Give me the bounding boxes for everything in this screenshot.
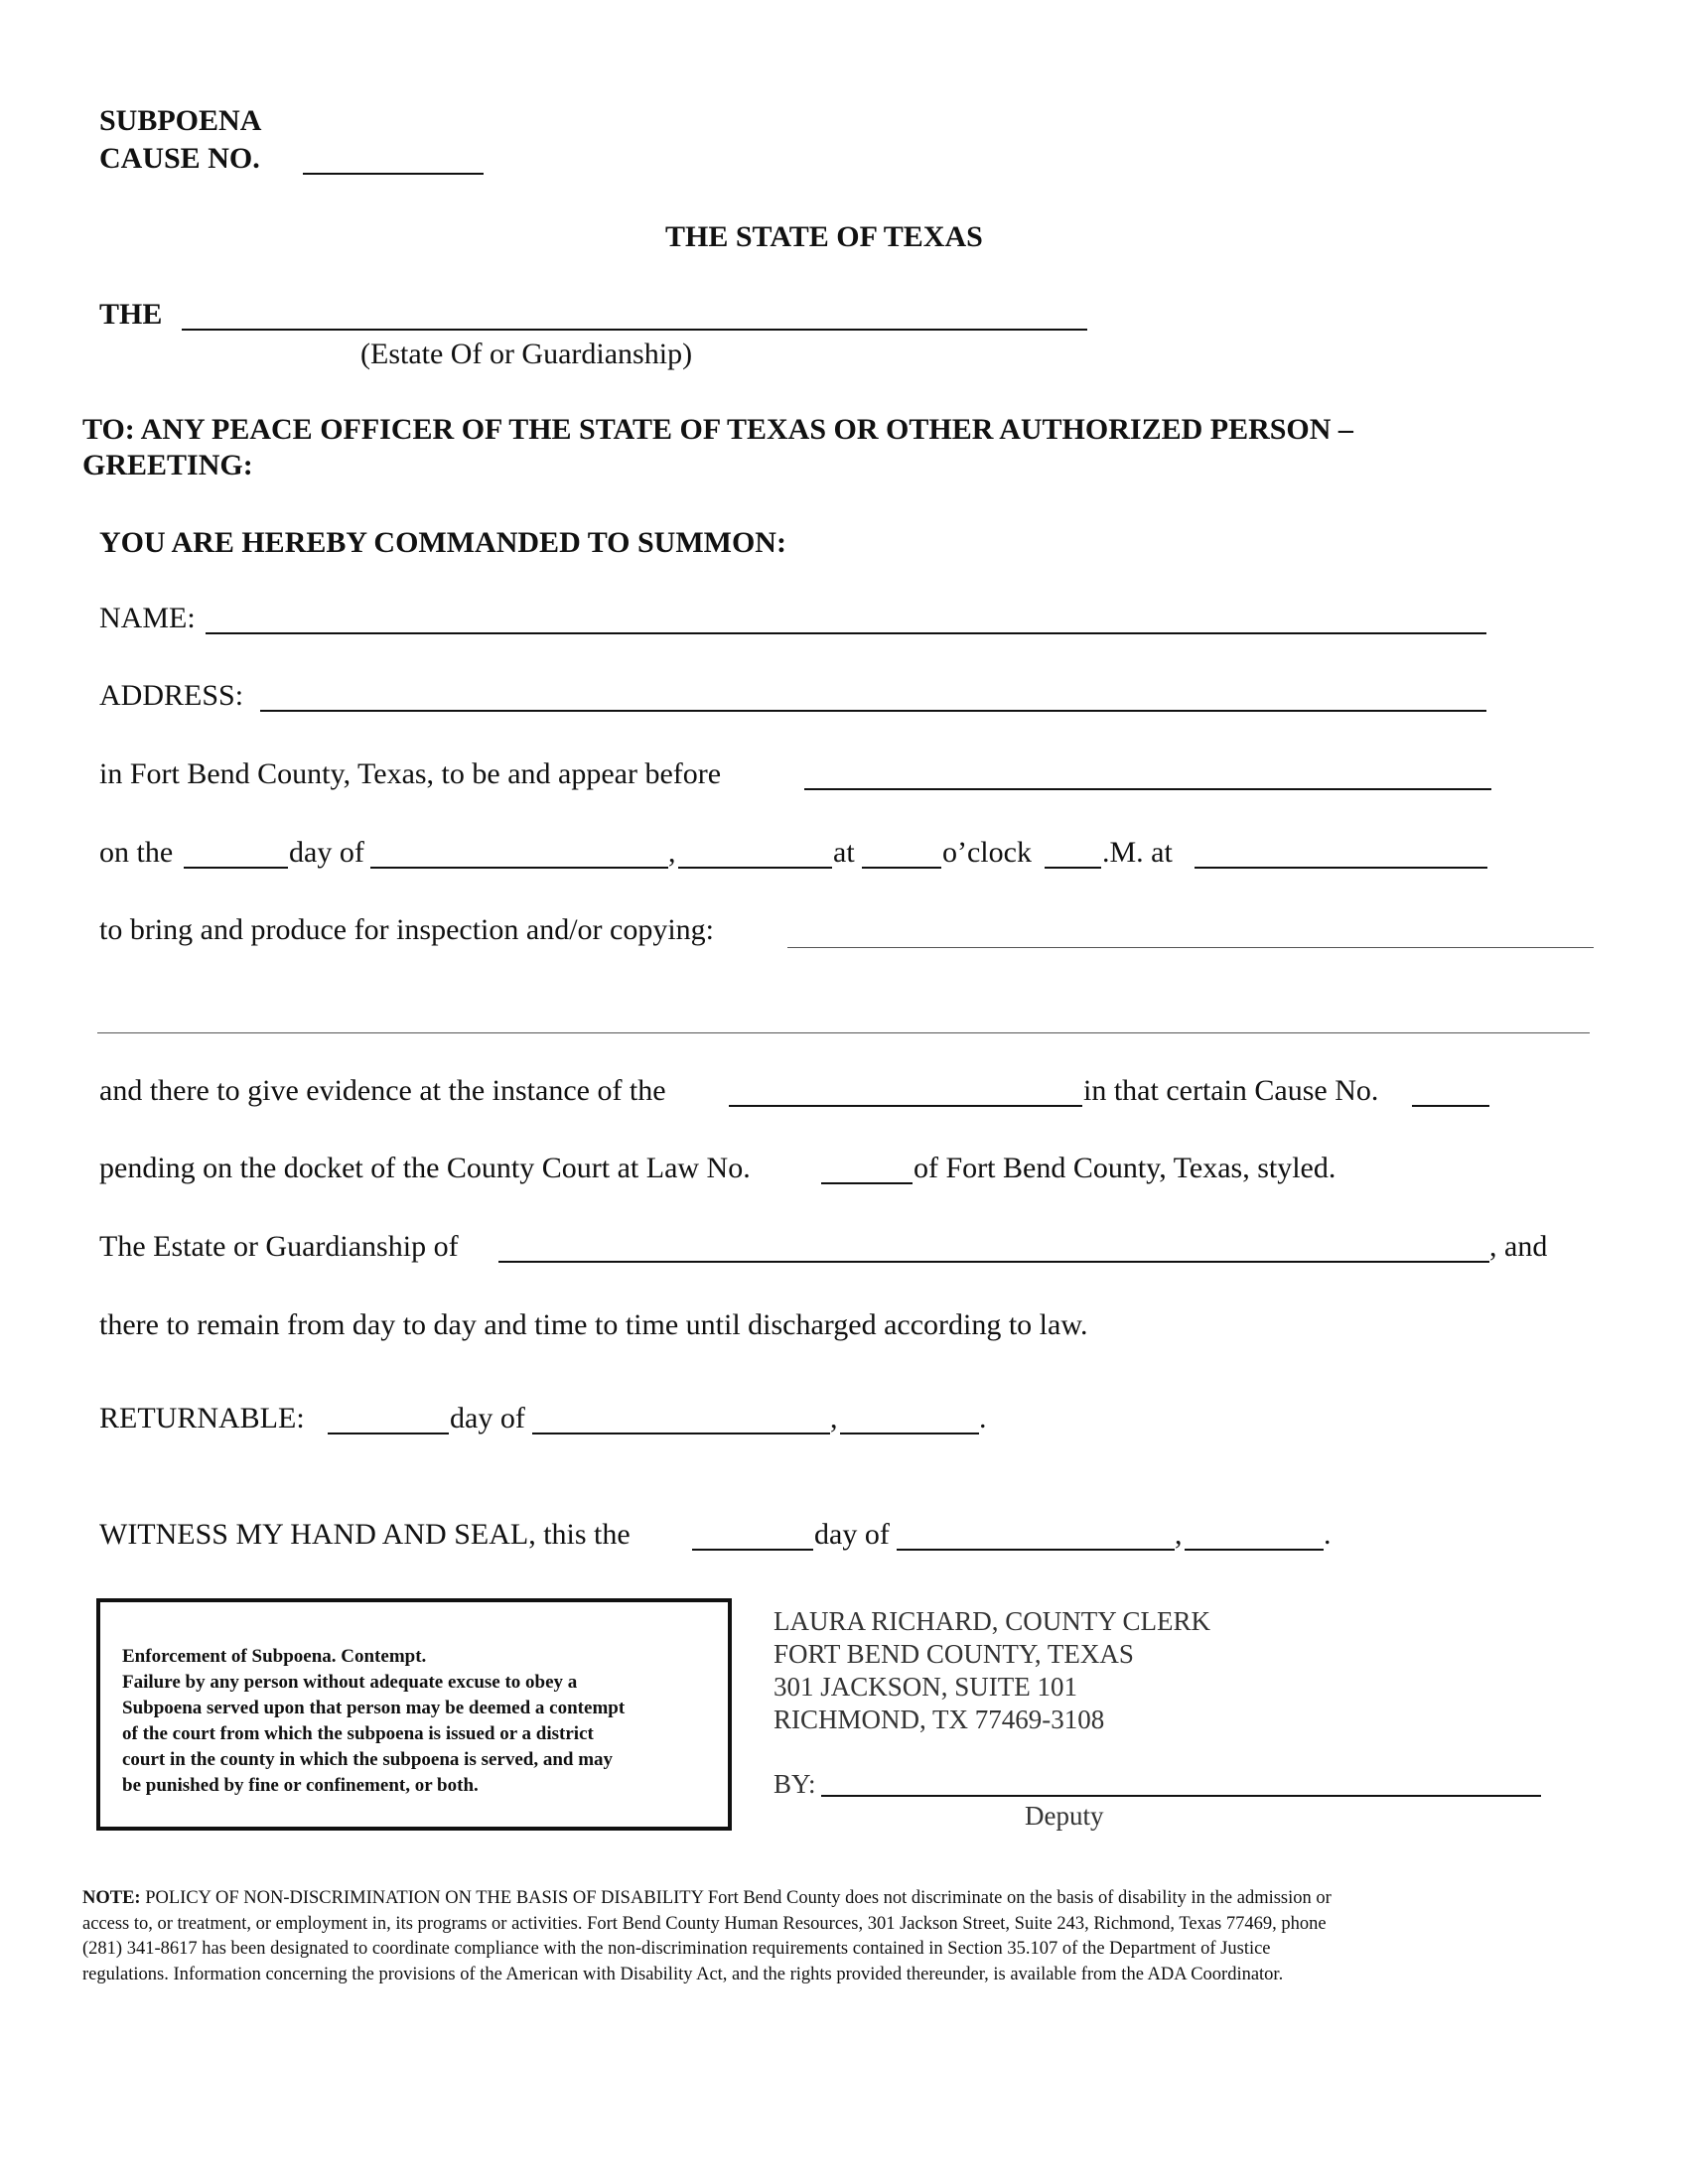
returnable-year-field[interactable] (840, 1433, 979, 1434)
appear-label: in Fort Bend County, Texas, to be and appear before (99, 757, 722, 790)
m-at-label: .M. at (1102, 836, 1173, 869)
oclock-label: o’clock (942, 836, 1032, 869)
pending-label: pending on the docket of the County Court at Law No. (99, 1152, 751, 1184)
produce-label: to bring and produce for inspection and/or copying: (99, 913, 715, 946)
disability-note (82, 1886, 1612, 1987)
remain-text: there to remain from day to day and time to time until discharged according to law. (99, 1308, 1088, 1341)
evidence-label: and there to give evidence at the instance of the (99, 1074, 666, 1107)
appear-day-field[interactable] (184, 867, 288, 869)
greeting-line-2: GREETING: (82, 449, 253, 481)
estate-of-field[interactable] (498, 1261, 1489, 1263)
day-of-label: day of (289, 836, 364, 869)
enforcement-line: of the court from which the subpoena is issued or a district (122, 1723, 594, 1744)
estate-of-label: The Estate or Guardianship of (99, 1230, 459, 1263)
returnable-day-of-label: day of (450, 1402, 525, 1434)
witness-month-field[interactable] (897, 1549, 1175, 1551)
court-number-field[interactable] (821, 1182, 913, 1184)
the-label: THE (99, 298, 163, 331)
instance-party-field[interactable] (729, 1105, 1082, 1107)
note-line: POLICY OF NON-DISCRIMINATION ON THE BASIS OF DISABILITY Fort Bend County does not discriminate on the basis of disability in the admission or (140, 1888, 1332, 1908)
cause-no-field[interactable] (303, 173, 484, 175)
deputy-signature-field[interactable] (821, 1795, 1541, 1797)
witness-day-of-label: day of (814, 1518, 890, 1551)
appear-month-field[interactable] (370, 867, 668, 869)
styled-label: of Fort Bend County, Texas, styled. (914, 1152, 1336, 1184)
enforcement-line: court in the county in which the subpoena is served, and may (122, 1749, 614, 1770)
witness-year-field[interactable] (1185, 1549, 1324, 1551)
enforcement-line: Failure by any person without adequate excuse to obey a (122, 1672, 578, 1693)
and-label: , and (1489, 1230, 1548, 1263)
address-field[interactable] (260, 710, 1486, 712)
appear-before-field[interactable] (804, 788, 1491, 790)
returnable-label: RETURNABLE: (99, 1402, 305, 1434)
form-title: SUBPOENA (99, 104, 262, 137)
comma-label: , (668, 836, 676, 869)
by-label: BY: (774, 1769, 816, 1799)
witness-period: . (1324, 1518, 1332, 1551)
returnable-day-field[interactable] (328, 1433, 449, 1434)
state-heading: THE STATE OF TEXAS (665, 220, 983, 253)
command-heading: YOU ARE HEREBY COMMANDED TO SUMMON: (99, 526, 786, 559)
cause-number-field[interactable] (1412, 1105, 1489, 1107)
appear-year-field[interactable] (678, 867, 832, 869)
witness-comma: , (1175, 1518, 1183, 1551)
on-the-label: on the (99, 836, 174, 869)
cause-no-label: CAUSE NO. (99, 142, 260, 175)
clerk-block (774, 1605, 1210, 1736)
clerk-line: LAURA RICHARD, COUNTY CLERK (774, 1606, 1211, 1636)
enforcement-box (96, 1598, 732, 1831)
clerk-line: RICHMOND, TX 77469-3108 (774, 1705, 1105, 1734)
cause-no-text: in that certain Cause No. (1083, 1074, 1379, 1107)
appear-ampm-field[interactable] (1045, 867, 1101, 869)
enforcement-title: Enforcement of Subpoena. Contempt. (122, 1646, 427, 1667)
appear-hour-field[interactable] (862, 867, 941, 869)
address-label: ADDRESS: (99, 679, 244, 712)
note-line: access to, or treatment, or employment in, its programs or activities. Fort Bend County Human Resources, 301 Jackson Street, Suite 243, Richmond, Texas 77469, phone (82, 1913, 1327, 1934)
at-label: at (833, 836, 855, 869)
produce-items-field[interactable] (787, 947, 1594, 948)
returnable-period: . (979, 1402, 987, 1434)
deputy-label: Deputy (1025, 1801, 1104, 1831)
appear-location-field[interactable] (1195, 867, 1487, 869)
produce-items-field-2[interactable] (97, 1032, 1590, 1033)
greeting-line-1: TO: ANY PEACE OFFICER OF THE STATE OF TEXAS OR OTHER AUTHORIZED PERSON – (82, 413, 1353, 446)
estate-name-field[interactable] (182, 329, 1087, 331)
clerk-line: 301 JACKSON, SUITE 101 (774, 1672, 1078, 1702)
note-label: NOTE: (82, 1888, 141, 1908)
enforcement-line: Subpoena served upon that person may be deemed a contempt (122, 1698, 626, 1718)
returnable-month-field[interactable] (532, 1433, 830, 1434)
note-line: regulations. Information concerning the provisions of the American with Disability Act, and the rights provided thereunder, is available from the ADA Coordinator. (82, 1964, 1284, 1984)
name-label: NAME: (99, 602, 196, 634)
name-field[interactable] (206, 632, 1486, 634)
clerk-line: FORT BEND COUNTY, TEXAS (774, 1639, 1134, 1669)
witness-label: WITNESS MY HAND AND SEAL, this the (99, 1518, 631, 1551)
returnable-comma: , (830, 1402, 838, 1434)
estate-caption: (Estate Of or Guardianship) (360, 338, 693, 370)
witness-day-field[interactable] (692, 1549, 813, 1551)
enforcement-line: be punished by fine or confinement, or both. (122, 1775, 479, 1796)
note-line: (281) 341-8617 has been designated to coordinate compliance with the non-discrimination requirements contained in Section 35.107 of the Department of Justice (82, 1939, 1271, 1959)
